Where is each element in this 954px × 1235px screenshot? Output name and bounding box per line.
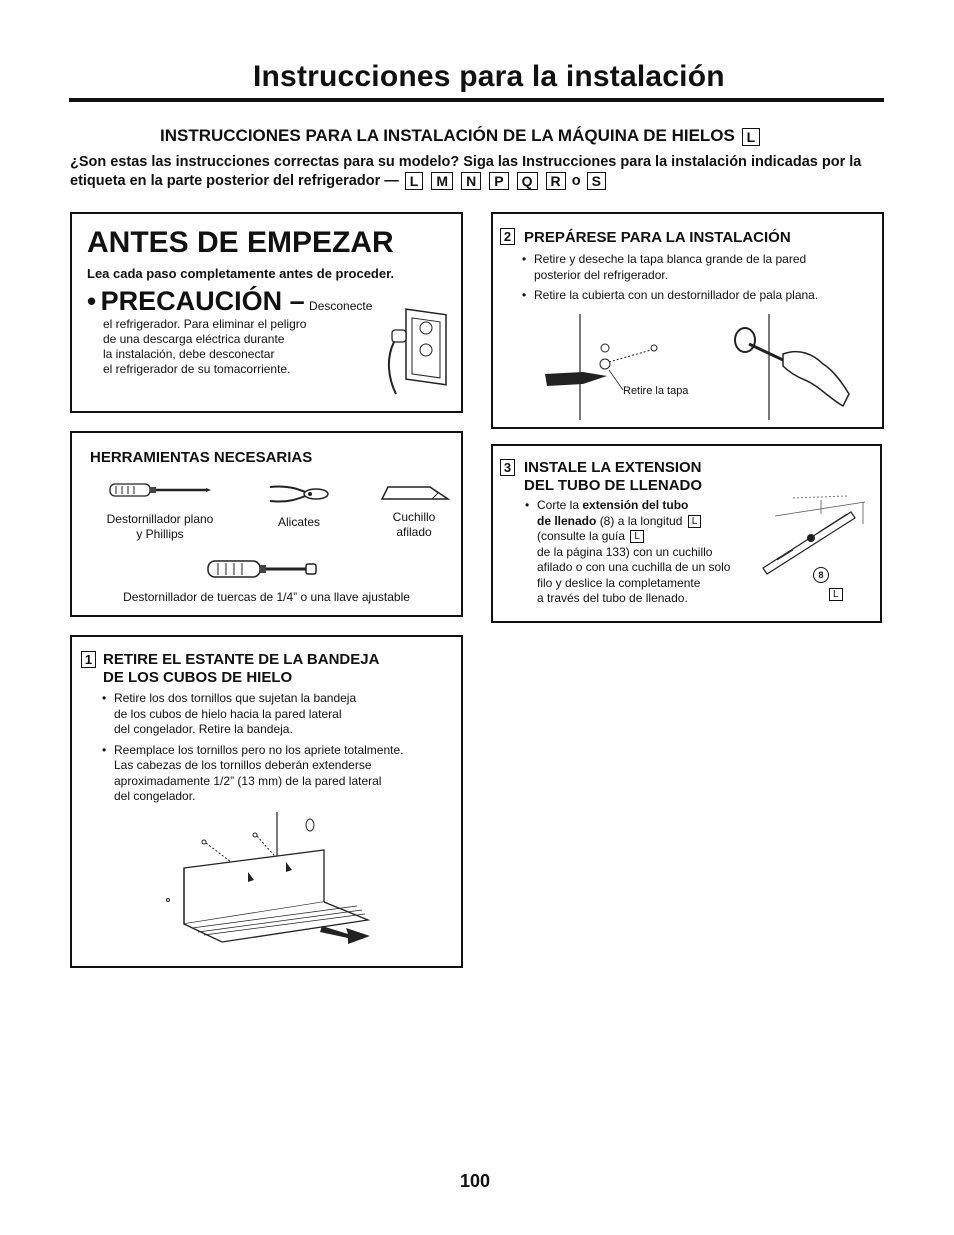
step3-bullet-line — [537, 514, 765, 530]
nut-driver-icon — [206, 559, 318, 579]
step3-bullet-line — [537, 529, 765, 545]
callout-number: 8 — [818, 570, 824, 580]
model-tag: Q — [517, 172, 538, 190]
step1-bullet-line: del congelador. — [114, 789, 196, 803]
intro-text: ¿Son estas las instrucciones correctas para su modelo? Siga las Instrucciones para la instalación indicadas por la etiqueta en la parte posterior del refrigerador — — [70, 154, 862, 189]
step1-bullet-line: Las cabezas de los tornillos deberán extenderse — [114, 758, 372, 772]
step2-caption: Retire la tapa — [623, 385, 689, 397]
step3-model-tag: L — [688, 515, 702, 528]
step1-bullet-line: • Reemplace los tornillos pero no los apriete totalmente. — [114, 742, 404, 757]
knife-icon — [378, 483, 450, 503]
caution-heading: PRECAUCIÓN – — [100, 286, 305, 316]
pliers-label: Alicates — [277, 515, 321, 529]
step1-title-line: DE LOS CUBOS DE HIELO — [103, 669, 293, 686]
step3-bullet — [525, 498, 765, 607]
screwdriver-label-line: y Phillips — [136, 527, 184, 541]
step1-title — [103, 651, 379, 687]
step3-bullet-line: de la página 133) con un cuchillo — [537, 544, 713, 559]
step1-bullet-line: de los cubos de hielo hacia la pared lateral — [114, 706, 342, 721]
step3-bullet-line — [537, 498, 765, 514]
fill-tube-illustration — [757, 494, 877, 604]
tools-box — [70, 431, 463, 617]
pliers-icon — [268, 483, 330, 505]
step1-bullets — [102, 691, 452, 805]
step3-title-line: DEL TUBO DE LLENADO — [524, 477, 703, 494]
caution-text-line: de una descarga eléctrica durante — [103, 332, 285, 346]
outlet-plug-icon — [384, 298, 454, 398]
step1-bullet-line: • Retire los dos tornillos que sujetan la bandeja — [114, 691, 357, 705]
step3-bold: extensión del tubo — [582, 498, 689, 512]
callout-circle-8 — [813, 567, 829, 583]
caution-first-word: Desconecte — [309, 299, 373, 313]
model-tag: R — [546, 172, 566, 190]
model-tag: P — [489, 172, 508, 190]
section-model-tag: L — [742, 128, 761, 146]
tools-title: HERRAMIENTAS NECESARIAS — [90, 449, 313, 466]
step1-box — [70, 635, 463, 968]
model-tag: L — [405, 172, 424, 190]
step2-bullet-line: posterior del refrigerador. — [534, 267, 669, 282]
knife-label-line: Cuchillo — [392, 510, 436, 524]
step3-bullet-line: filo y deslice la completamente — [537, 575, 701, 590]
title-rule — [69, 98, 884, 102]
step3-box — [491, 444, 882, 623]
step3-bullets — [525, 498, 765, 607]
step1-bullet — [102, 743, 452, 805]
before-title: ANTES DE EMPEZAR — [87, 226, 394, 259]
model-tag: M — [431, 172, 453, 190]
step3-number: 3 — [500, 459, 515, 476]
section-title-text: INSTRUCCIONES PARA LA INSTALACIÓN DE LA MÁQUINA DE HIELOS — [160, 126, 735, 145]
before-you-begin-box — [70, 212, 463, 413]
page-number: 100 — [460, 1171, 491, 1191]
screwdriver-icon — [108, 481, 212, 499]
step2-title: PREPÁRESE PARA LA INSTALACIÓN — [524, 229, 791, 246]
ice-tray-shelf-illustration — [162, 812, 382, 952]
step3-text: Corte la — [537, 498, 580, 512]
page-title: Instrucciones para la instalación — [253, 60, 725, 93]
section-title — [160, 126, 762, 146]
step2-number: 2 — [500, 228, 515, 245]
knife-label-line: afilado — [396, 525, 432, 539]
step3-title — [524, 459, 702, 495]
callout-model-tag: L — [829, 588, 843, 601]
model-tag: S — [587, 172, 606, 190]
step3-model-tag: L — [630, 530, 644, 543]
nut-driver-label: Destornillador de tuercas de 1/4” o una llave ajustable — [123, 590, 410, 604]
model-or: o — [571, 173, 581, 189]
step1-header — [81, 651, 96, 669]
step2-bullet: • Retire la cubierta con un destornillador de pala plana. — [522, 288, 872, 304]
step3-text: (consulte la guía — [537, 529, 626, 543]
step2-bullet-line: • Retire y deseche la tapa blanca grande de la pared — [534, 252, 807, 266]
step2-header — [500, 228, 515, 246]
intro-paragraph — [70, 153, 885, 191]
step3-header — [500, 459, 515, 477]
step3-text: (8) a la longitud — [599, 513, 683, 528]
step2-bullets — [522, 252, 872, 304]
step3-bold: de llenado — [537, 513, 597, 528]
screwdriver-label-line: Destornillador plano — [106, 512, 214, 526]
callout-tag — [827, 586, 845, 604]
step1-bullet — [102, 691, 452, 738]
step1-title-line: RETIRE EL ESTANTE DE LA BANDEJA — [103, 651, 380, 668]
step3-title-line: INSTALE LA EXTENSION — [524, 459, 702, 476]
knife-label — [376, 510, 452, 540]
step2-bullet — [522, 252, 872, 283]
model-tag: N — [461, 172, 481, 190]
read-note: Lea cada paso completamente antes de proceder. — [87, 266, 395, 281]
step1-bullet-line: aproximadamente 1/2” (13 mm) de la pared lateral — [114, 773, 382, 788]
step1-bullet-line: del congelador. Retire la bandeja. — [114, 722, 293, 736]
remove-cap-illustration — [543, 314, 863, 424]
step1-number: 1 — [81, 651, 96, 668]
caution-line: • PRECAUCIÓN – Desconecte — [87, 286, 373, 316]
caution-text-line: la instalación, debe desconectar — [103, 347, 275, 361]
caution-text-line: el refrigerador de su tomacorriente. — [103, 362, 291, 376]
caution-text — [103, 317, 306, 377]
screwdriver-label — [90, 512, 230, 542]
step3-bullet-line: afilado o con una cuchilla de un solo — [537, 560, 731, 574]
caution-text-line: el refrigerador. Para eliminar el peligro — [103, 317, 307, 331]
step2-box — [491, 212, 884, 429]
step3-bullet-line: a través del tubo de llenado. — [537, 591, 688, 605]
